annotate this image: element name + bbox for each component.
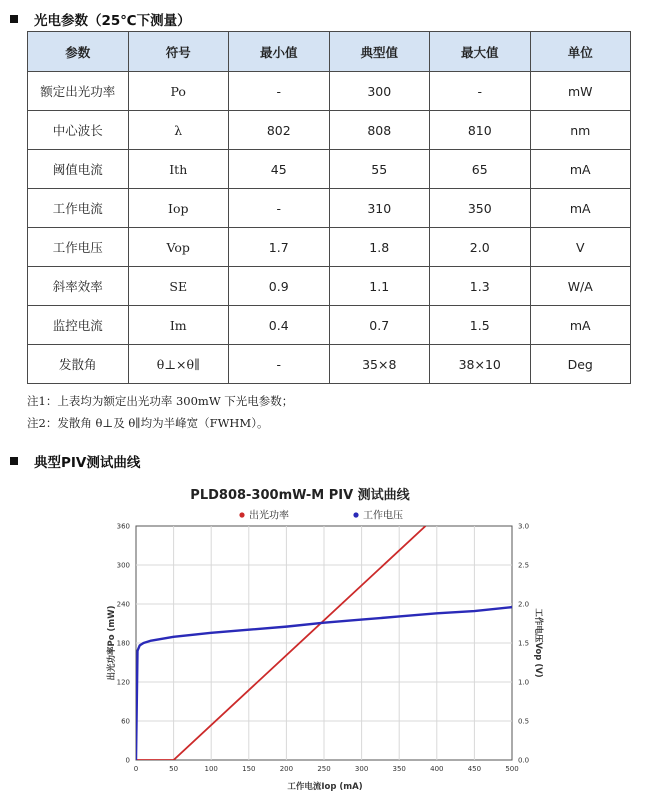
x-tick-label: 400: [430, 765, 444, 773]
table-cell: 0.9: [229, 267, 330, 306]
y-left-tick-label: 360: [116, 522, 130, 531]
square-bullet-icon: [10, 15, 18, 23]
plot-area: [117, 523, 530, 774]
header-cell: 参数: [28, 32, 129, 72]
y-axis-right-label: 工作电压Vop (V): [533, 608, 543, 678]
table-cell: nm: [530, 111, 631, 150]
y-left-tick-label: 60: [121, 717, 130, 726]
table-cell: Ith: [128, 150, 229, 189]
x-tick-label: 200: [279, 765, 294, 773]
table-row: [28, 267, 631, 306]
y-left-tick-label: 120: [116, 678, 130, 687]
x-tick-label: 100: [204, 765, 218, 773]
table-cell: 斜率效率: [28, 267, 129, 306]
table-cell: 55: [329, 150, 430, 189]
table-cell: 1.5: [430, 306, 531, 345]
table-cell: 300: [329, 72, 430, 111]
table-cell: 45: [229, 150, 330, 189]
header-cell: 符号: [128, 32, 229, 72]
table-cell: mA: [530, 150, 631, 189]
table-cell: Im: [128, 306, 229, 345]
header-cell: 最大值: [430, 32, 531, 72]
table-row: [28, 189, 631, 228]
table-cell: -: [430, 72, 531, 111]
table-cell: 808: [329, 111, 430, 150]
note-2: 注2：发散角 θ⊥及 θ∥均为半峰宽（FWHM）。: [27, 416, 269, 430]
y-right-tick-label: 2.0: [518, 600, 530, 609]
legend-label: 工作电压: [363, 510, 403, 522]
x-tick-label: 50: [169, 765, 179, 773]
table-cell: 工作电压: [28, 228, 129, 267]
legend-label: 出光功率: [249, 510, 289, 522]
section-title-optical-params: [10, 9, 191, 29]
note-1: 注1：上表均为额定出光功率 300mW 下光电参数；: [27, 394, 294, 408]
table-cell: 38×10: [430, 345, 531, 384]
table-cell: θ⊥×θ∥: [128, 345, 229, 384]
table-cell: 350: [430, 189, 531, 228]
table-cell: 802: [229, 111, 330, 150]
y-axis-left-label: 出光功率Po (mW): [107, 605, 117, 681]
square-bullet-icon: [10, 457, 18, 465]
header-cell: 单位: [530, 32, 631, 72]
table-cell: 监控电流: [28, 306, 129, 345]
table-cell: 0.7: [329, 306, 430, 345]
table-cell: 310: [329, 189, 430, 228]
table-cell: 发散角: [28, 345, 129, 384]
table-cell: V: [530, 228, 631, 267]
y-left-tick-label: 240: [116, 600, 130, 609]
chart-title: PLD808-300mW-M PIV 测试曲线: [190, 488, 410, 503]
table-cell: 阈值电流: [28, 150, 129, 189]
table-cell: 1.3: [430, 267, 531, 306]
table-cell: mA: [530, 189, 631, 228]
table-cell: 65: [430, 150, 531, 189]
x-tick-label: 300: [354, 765, 369, 773]
table-cell: SE: [128, 267, 229, 306]
section-title-piv-curve: [10, 451, 140, 471]
table-body: [28, 72, 631, 384]
y-left-tick-label: 300: [116, 561, 130, 570]
table-cell: mA: [530, 306, 631, 345]
header-cell: 典型值: [329, 32, 430, 72]
legend-marker: [353, 512, 358, 517]
table-cell: 1.1: [329, 267, 430, 306]
table-cell: λ: [128, 111, 229, 150]
table-cell: Po: [128, 72, 229, 111]
table-cell: 额定出光功率: [28, 72, 129, 111]
table-cell: 0.4: [229, 306, 330, 345]
y-right-tick-label: 3.0: [518, 522, 530, 531]
table-cell: W/A: [530, 267, 631, 306]
y-left-tick-label: 0: [125, 756, 130, 765]
y-left-tick-label: 180: [116, 639, 130, 648]
table-row: [28, 228, 631, 267]
piv-chart: [90, 478, 560, 796]
table-row: [28, 72, 631, 111]
table-cell: 2.0: [430, 228, 531, 267]
table-row: [28, 150, 631, 189]
table-cell: 1.8: [329, 228, 430, 267]
y-right-tick-label: 2.5: [518, 561, 530, 570]
table-header-row: [28, 32, 631, 72]
legend-marker: [239, 512, 244, 517]
table-cell: -: [229, 72, 330, 111]
table-cell: 1.7: [229, 228, 330, 267]
y-right-tick-label: 1.0: [518, 678, 530, 687]
optical-parameters-table: [27, 31, 631, 384]
table-row: [28, 111, 631, 150]
section-title-text: 典型PIV测试曲线: [34, 455, 141, 471]
table-cell: Deg: [530, 345, 631, 384]
section-title-text: 光电参数（25℃下测量）: [34, 13, 191, 29]
table-cell: -: [229, 345, 330, 384]
table-row: [28, 306, 631, 345]
y-right-tick-label: 0.5: [518, 717, 530, 726]
x-tick-label: 500: [505, 765, 519, 773]
table-cell: 工作电流: [28, 189, 129, 228]
x-tick-label: 250: [317, 765, 331, 773]
x-tick-label: 0: [133, 765, 139, 773]
x-axis-label: 工作电流Iop (mA): [287, 782, 363, 792]
y-right-tick-label: 1.5: [518, 639, 530, 648]
x-tick-label: 350: [392, 765, 406, 773]
y-right-tick-label: 0.0: [518, 756, 530, 765]
table-row: [28, 345, 631, 384]
header-cell: 最小值: [229, 32, 330, 72]
table-cell: -: [229, 189, 330, 228]
x-tick-label: 450: [467, 765, 482, 773]
chart-legend: [239, 509, 403, 522]
table-cell: 35×8: [329, 345, 430, 384]
table-cell: Iop: [128, 189, 229, 228]
table-cell: mW: [530, 72, 631, 111]
table-cell: Vop: [128, 228, 229, 267]
table-cell: 中心波长: [28, 111, 129, 150]
table-cell: 810: [430, 111, 531, 150]
x-tick-label: 150: [242, 765, 256, 773]
